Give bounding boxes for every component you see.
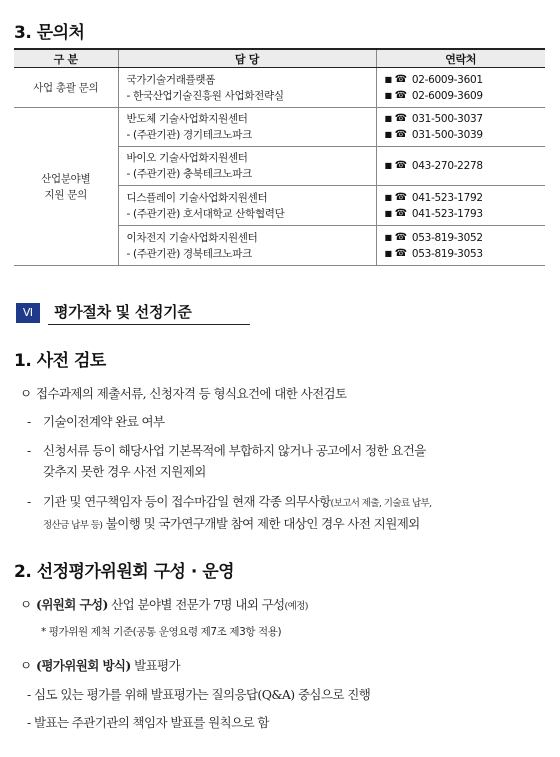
phone-number: 053-819-3052 xyxy=(411,231,483,244)
item-label: (평가위원회 방식) xyxy=(36,658,131,673)
org-name: 반도체 기술사업화지원센터 xyxy=(126,113,248,125)
list-item-continuation: 갖추지 못한 경우 사전 지원제외 xyxy=(43,464,206,479)
list-item-continuation xyxy=(43,514,420,532)
bullet-icon: ■ xyxy=(384,130,392,139)
list-item-text: 기술이전계약 완료 여부 xyxy=(43,414,165,429)
phone-cell xyxy=(376,108,545,147)
phone-icon: ☎ xyxy=(394,231,407,243)
phone-number: 02-6009-3609 xyxy=(411,89,483,102)
dash-marker: - xyxy=(27,414,31,429)
org-name: 바이오 기술사업화지원센터 xyxy=(126,152,248,164)
phone-cell xyxy=(376,226,545,266)
column-header: 담 당 xyxy=(118,49,376,68)
list-item xyxy=(20,656,180,674)
section-number-badge: Ⅵ xyxy=(16,303,40,323)
table-row xyxy=(14,68,545,108)
list-item-note: (예정) xyxy=(284,601,308,612)
list-item xyxy=(27,492,432,510)
list-item-text: 불이행 및 국가연구개발 참여 제한 대상인 경우 사전 지원제외 xyxy=(102,516,420,531)
dash-marker: - xyxy=(27,443,31,458)
list-item xyxy=(27,441,426,459)
list-item-note: 정산금 납부 등) xyxy=(43,520,103,531)
bullet-icon: ■ xyxy=(384,90,392,100)
phone-icon: ☎ xyxy=(394,191,407,203)
org-cell xyxy=(118,147,376,186)
bullet-icon: ■ xyxy=(384,248,392,258)
phone-number: 031-500-3039 xyxy=(411,129,483,141)
item-label: (위원회 구성) xyxy=(36,597,108,612)
org-name: 국가기술거래플랫폼 xyxy=(126,73,216,86)
list-item-text: 발표평가 xyxy=(130,658,180,673)
org-name: 이차전지 기술사업화지원센터 xyxy=(126,231,258,244)
dash-marker: - xyxy=(27,494,31,509)
contact-table xyxy=(14,48,545,266)
org-cell xyxy=(118,108,376,147)
org-cell xyxy=(118,68,376,108)
org-cell xyxy=(118,226,376,266)
section-title-underline xyxy=(48,324,250,325)
circle-marker: ㅇ xyxy=(20,386,32,401)
list-item-text: 신청서류 등이 해당사업 기본목적에 부합하지 않거나 공고에서 정한 요건을 xyxy=(43,443,426,458)
phone-icon: ☎ xyxy=(394,113,407,124)
phone-number: 031-500-3037 xyxy=(411,113,483,125)
list-item-note: (보고서 제출, 기술료 납부, xyxy=(330,498,432,509)
subsection-heading: 1. 사전 검토 xyxy=(14,351,106,371)
list-item: - 심도 있는 평가를 위해 발표평가는 질의응답(Q&A) 중심으로 진행 xyxy=(27,687,371,702)
list-item: - 발표는 주관기관의 책임자 발표를 원칙으로 함 xyxy=(27,715,269,730)
phone-cell xyxy=(376,147,545,186)
subsection-heading: 2. 선정평가위원회 구성 · 운영 xyxy=(14,562,235,582)
org-detail: - (주관기관) 경기테크노파크 xyxy=(126,129,252,141)
table-header-row xyxy=(14,49,545,68)
org-detail: - (주관기관) 호서대학교 산학협력단 xyxy=(126,207,285,220)
bullet-icon: ■ xyxy=(384,192,392,202)
column-header: 구 분 xyxy=(14,49,118,68)
phone-icon: ☎ xyxy=(394,73,407,85)
phone-number: 043-270-2278 xyxy=(411,160,483,172)
phone-icon: ☎ xyxy=(394,207,407,219)
bullet-icon: ■ xyxy=(384,114,392,123)
phone-number: 053-819-3053 xyxy=(411,247,483,260)
column-header: 연락처 xyxy=(376,49,545,68)
bullet-icon: ■ xyxy=(384,208,392,218)
phone-cell xyxy=(376,68,545,108)
list-item-text: 산업 분야별 전문가 7명 내외 구성 xyxy=(107,597,285,612)
list-item xyxy=(27,412,165,430)
bullet-icon: ■ xyxy=(384,74,392,84)
category-cell: 사업 총괄 문의 xyxy=(14,68,118,108)
phone-icon: ☎ xyxy=(394,89,407,101)
contact-section-title: 3. 문의처 xyxy=(14,23,85,43)
org-cell xyxy=(118,186,376,226)
phone-icon: ☎ xyxy=(394,129,407,140)
section-title: 평가절차 및 선정기준 xyxy=(54,303,192,321)
phone-number: 02-6009-3601 xyxy=(411,73,483,86)
org-detail: - (주관기관) 경북테크노파크 xyxy=(126,247,252,260)
org-name: 디스플레이 기술사업화지원센터 xyxy=(126,191,268,204)
phone-number: 041-523-1793 xyxy=(411,207,483,220)
circle-marker: ㅇ xyxy=(20,597,32,612)
list-item xyxy=(20,384,347,402)
list-item-text: 접수과제의 제출서류, 신청자격 등 형식요건에 대한 사전검토 xyxy=(36,386,347,401)
category-cell: 산업분야별 지원 문의 xyxy=(14,108,118,266)
footnote: * 평가위원 제척 기준(공통 운영요령 제7조 제3항 적용) xyxy=(41,626,282,638)
list-item xyxy=(20,595,308,613)
list-item-text: 기관 및 연구책임자 등이 접수마감일 현재 각종 의무사항 xyxy=(43,494,331,509)
org-detail: - 한국산업기술진흥원 사업화전략실 xyxy=(126,89,284,102)
bullet-icon: ■ xyxy=(384,161,392,170)
phone-icon: ☎ xyxy=(394,160,407,171)
phone-number: 041-523-1792 xyxy=(411,191,483,204)
circle-marker: ㅇ xyxy=(20,658,32,673)
bullet-icon: ■ xyxy=(384,232,392,242)
table-row xyxy=(14,108,545,147)
phone-cell xyxy=(376,186,545,226)
phone-icon: ☎ xyxy=(394,247,407,259)
org-detail: - (주관기관) 충북테크노파크 xyxy=(126,168,252,180)
